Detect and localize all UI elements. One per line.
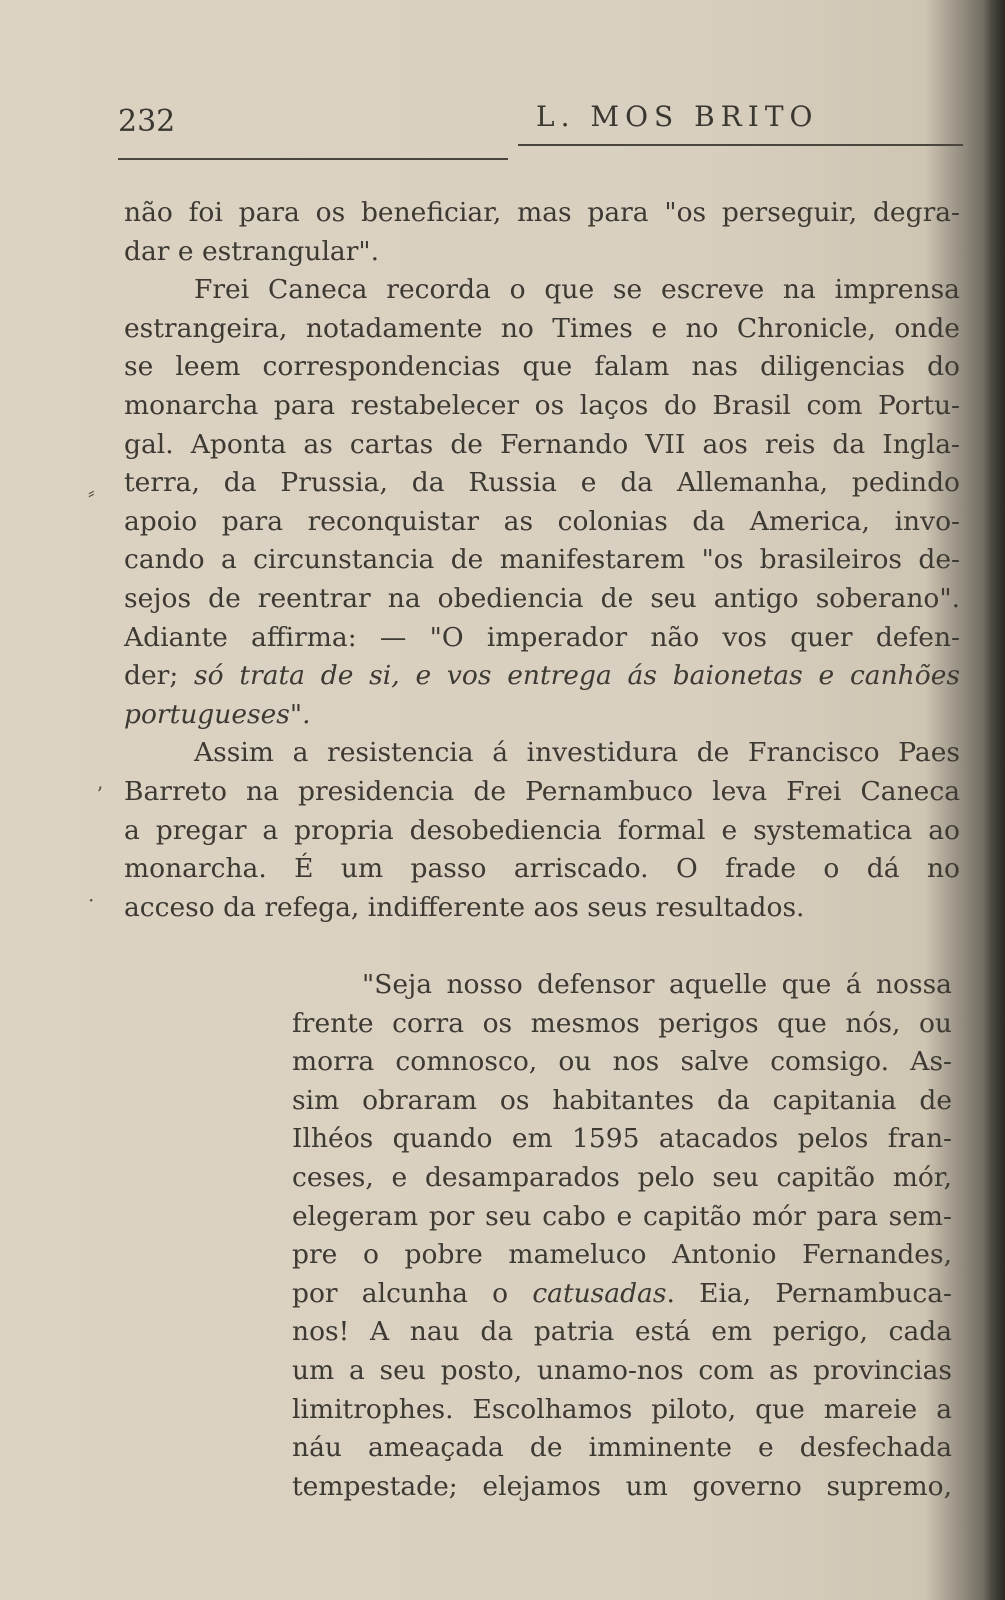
quote-line: limitrophes. Escolhamos piloto, que mareie a — [292, 1393, 952, 1425]
text-line: acceso da refega, indifferente aos seus resultados. — [124, 891, 805, 923]
text-line: estrangeira, notadamente no Times e no Chronicle, onde — [124, 312, 960, 344]
quote-tail: . Eia, Pernambuca- — [666, 1277, 952, 1309]
text-lead: der; — [124, 660, 195, 692]
page-edge-shadow — [983, 0, 1005, 1600]
quote-line: náu ameaçada de imminente e desfechada — [292, 1432, 952, 1464]
text-line: monarcha para restabelecer os laços do Brasil com Portu- — [124, 389, 960, 421]
text-line: Frei Caneca recorda o que se escreve na imprensa — [194, 274, 960, 306]
quote-line: frente corra os mesmos perigos que nós, ou — [292, 1007, 952, 1039]
header-rule-left — [118, 158, 508, 160]
text-line — [124, 696, 960, 735]
text-line: Assim a resistencia á investidura de Francisco Paes — [194, 737, 960, 769]
quote-line: morra comnosco, ou nos salve comsigo. As- — [292, 1046, 952, 1078]
text-line: sejos de reentrar na obediencia de seu antigo soberano". — [124, 582, 960, 614]
quote-line: ceses, e desamparados pelo seu capitão mór, — [292, 1161, 952, 1193]
italic-quote-end: portugueses". — [124, 698, 311, 730]
block-quote — [292, 966, 952, 1506]
quote-line: nos! A nau da patria está em perigo, cada — [292, 1316, 952, 1348]
text-line: dar e estrangular". — [124, 235, 380, 267]
page-number: 232 — [118, 104, 176, 139]
header-rule-right — [518, 144, 963, 146]
text-line — [124, 657, 960, 696]
text-line: gal. Aponta as cartas de Fernando VII aos reis da Ingla- — [124, 428, 960, 460]
body-text — [124, 194, 960, 927]
text-line: Adiante affirma: — "O imperador não vos quer defen- — [124, 621, 960, 653]
quote-line: elegeram por seu cabo e capitão mór para sem- — [292, 1200, 952, 1232]
quote-line — [292, 1275, 952, 1314]
margin-mark: ⸗ — [88, 480, 95, 504]
margin-mark: · — [88, 888, 95, 912]
text-line: Barreto na presidencia de Pernambuco leva Frei Caneca — [124, 775, 960, 807]
text-line: terra, da Prussia, da Russia e da Allemanha, pedindo — [124, 467, 960, 499]
quote-lead: por alcunha o — [292, 1277, 533, 1309]
quote-line: um a seu posto, unamo-nos com as provincias — [292, 1354, 952, 1386]
italic-quote: só trata de si, e vos entrega ás baionetas e canhões — [194, 660, 960, 692]
quote-line: Ilhéos quando em 1595 atacados pelos fran- — [292, 1123, 952, 1155]
quote-line: "Seja nosso defensor aquelle que á nossa — [362, 969, 952, 1000]
quote-line: tempestade; elejamos um governo supremo, — [292, 1470, 952, 1502]
running-title: L. MOS BRITO — [536, 100, 819, 133]
quote-line: sim obraram os habitantes da capitania de — [292, 1084, 952, 1116]
text-line: não foi para os beneficiar, mas para "os perseguir, degra- — [124, 197, 960, 228]
margin-mark: ʼ — [96, 782, 103, 806]
text-line: a pregar a propria desobediencia formal e systematica ao — [124, 814, 960, 846]
text-line: se leem correspondencias que falam nas diligencias do — [124, 351, 960, 383]
italic-word: catusadas — [532, 1277, 667, 1309]
text-line: cando a circunstancia de manifestarem "os brasileiros de- — [124, 544, 960, 576]
text-line: apoio para reconquistar as colonias da America, invo- — [124, 505, 960, 537]
text-line: monarcha. É um passo arriscado. O frade o dá no — [124, 853, 960, 885]
quote-line: pre o pobre mameluco Antonio Fernandes, — [292, 1239, 952, 1271]
page-header — [118, 100, 978, 170]
